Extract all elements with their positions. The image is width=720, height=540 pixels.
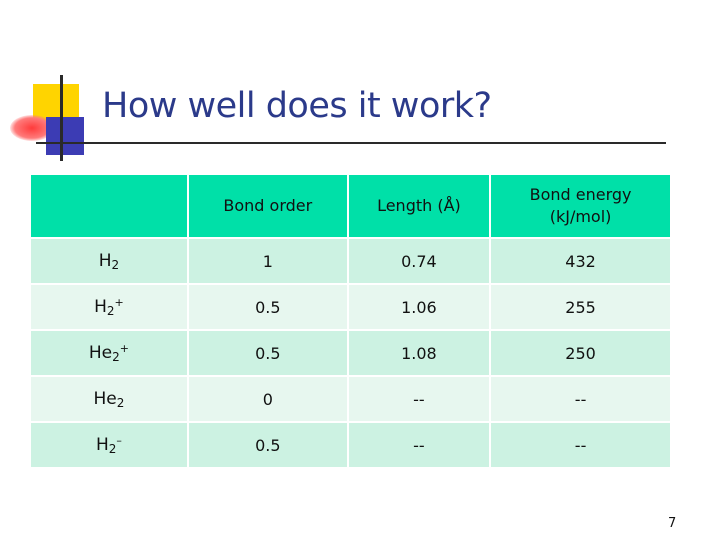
length-cell: 1.06 — [348, 284, 490, 330]
energy-cell: 250 — [490, 330, 671, 376]
table-row — [31, 422, 671, 468]
bond-order-cell: 0.5 — [188, 422, 348, 468]
molecule-cell: $H_2$ — [31, 238, 188, 284]
table-row — [31, 238, 671, 284]
energy-cell: -- — [490, 376, 671, 422]
table-row — [31, 376, 671, 422]
length-cell: -- — [348, 376, 490, 422]
energy-cell: 432 — [490, 238, 671, 284]
length-cell: -- — [348, 422, 490, 468]
header-cell-bond-energy — [490, 175, 671, 238]
molecule-cell: $He_2^+$ — [31, 330, 188, 376]
decor-blue-square — [46, 117, 84, 155]
length-cell: 0.74 — [348, 238, 490, 284]
header-cell-molecule — [31, 175, 188, 238]
table-row — [31, 284, 671, 330]
header-cell-bond-order: Bond order — [188, 175, 348, 238]
molecule-cell: $H_2^+$ — [31, 284, 188, 330]
header-cell-length: Length (Å) — [348, 175, 490, 238]
molecule-cell: $H_2^-$ — [31, 422, 188, 468]
header-bond-energy-label: Bond energy — [529, 185, 632, 204]
bond-order-cell: 0 — [188, 376, 348, 422]
energy-cell: -- — [490, 422, 671, 468]
energy-cell: 255 — [490, 284, 671, 330]
bond-table — [31, 175, 672, 469]
header-bond-energy-unit: (kJ/mol) — [549, 207, 612, 226]
molecule-cell: $He_2$ — [31, 376, 188, 422]
table-row — [31, 330, 671, 376]
title-underline — [36, 142, 666, 144]
page-number: 7 — [668, 516, 677, 531]
bond-order-cell: 1 — [188, 238, 348, 284]
table-header-row — [31, 175, 671, 238]
bond-order-cell: 0.5 — [188, 330, 348, 376]
slide-title: How well does it work? — [102, 86, 492, 126]
bond-order-cell: 0.5 — [188, 284, 348, 330]
length-cell: 1.08 — [348, 330, 490, 376]
decor-vertical-line — [60, 75, 63, 161]
